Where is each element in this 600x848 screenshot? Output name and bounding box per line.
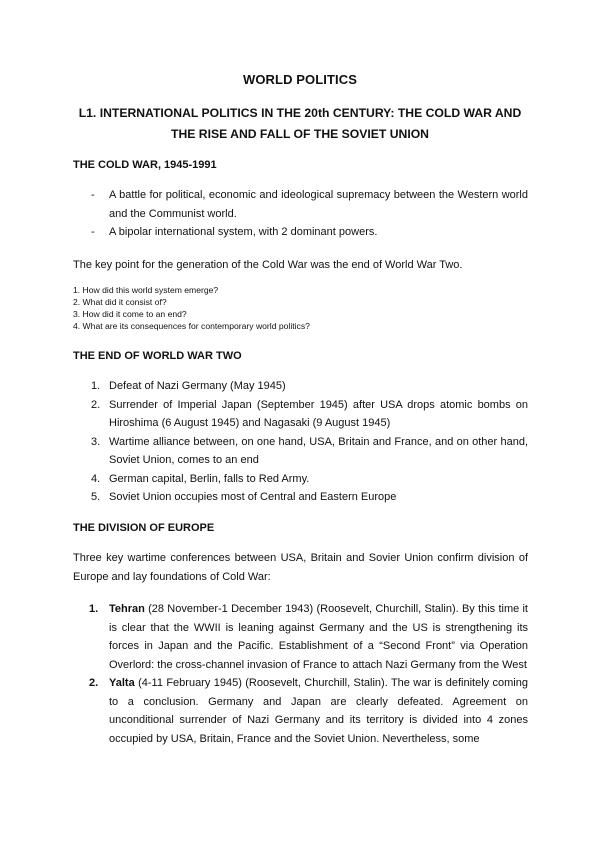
- list-number: 2.: [91, 398, 101, 411]
- list-item: [73, 377, 528, 396]
- list-item: [73, 600, 528, 674]
- list-number: 1.: [89, 603, 99, 615]
- list-item: [73, 396, 528, 433]
- lesson-title-line-1: L1. INTERNATIONAL POLITICS IN THE 20th CENTURY: THE COLD WAR AND: [78, 106, 522, 120]
- end-ww2-list: [73, 377, 528, 507]
- division-intro: Three key wartime conferences between USA, Britain and Sovier Union confirm division of Europe and lay foundations of Cold War:: [73, 552, 528, 583]
- conference-name: Yalta: [109, 677, 135, 689]
- list-item: [73, 470, 528, 489]
- list-text: (28 November-1 December 1943) (Roosevelt, Churchill, Stalin). By this time it is clear that the WWII is leaning against Germany and the US is strengthening its forces in Japan and the Pacific. Establishment of a “Second Front” via Operation Overlord: the cross-channel invasion of France to attach Nazi Germany from the West: [109, 603, 528, 671]
- end-ww2-heading: THE END OF WORLD WAR TWO: [73, 350, 242, 362]
- list-number: 1.: [91, 380, 101, 392]
- lesson-title: [60, 103, 540, 145]
- list-number: 5.: [91, 491, 101, 503]
- list-item: 1. How did this world system emerge?: [73, 285, 219, 295]
- list-item: [73, 433, 528, 470]
- list-number: 2.: [89, 677, 99, 689]
- list-item: 4. What are its consequences for contemporary world politics?: [73, 321, 310, 332]
- cold-war-bullets: [73, 186, 528, 242]
- list-item: 2. What did it consist of?: [73, 297, 167, 308]
- list-text: Soviet Union occupies most of Central and Eastern Europe: [109, 491, 397, 503]
- list-item: 3. How did it come to an end?: [73, 309, 187, 320]
- list-item: - A battle for political, economic and ideological supremacy between the Western world and the Communist world.: [73, 186, 528, 223]
- lesson-title-line-2: THE RISE AND FALL OF THE SOVIET UNION: [171, 127, 429, 141]
- list-text: German capital, Berlin, falls to Red Army.: [109, 472, 310, 485]
- conference-name: Tehran: [109, 603, 145, 615]
- list-number: 4.: [91, 472, 101, 485]
- list-text: Defeat of Nazi Germany (May 1945): [109, 380, 286, 392]
- key-point-paragraph: The key point for the generation of the Cold War was the end of World War Two.: [73, 259, 463, 271]
- list-item: [73, 674, 528, 748]
- list-text: Wartime alliance between, on one hand, USA, Britain and France, and on other hand, Soviet Union, comes to an end: [109, 435, 528, 466]
- list-number: 3.: [91, 435, 101, 448]
- division-heading: THE DIVISION OF EUROPE: [73, 522, 215, 534]
- list-text: Surrender of Imperial Japan (September 1945) after USA drops atomic bombs on Hiroshima (6 August 1945) and Nagasaki (9 August 1945): [109, 398, 528, 429]
- list-item: - A bipolar international system, with 2 dominant powers.: [73, 223, 528, 242]
- document-title: WORLD POLITICS: [242, 72, 358, 87]
- list-item: [73, 488, 528, 507]
- conferences-list: [73, 600, 528, 748]
- list-text: (4-11 February 1945) (Roosevelt, Churchill, Stalin). The war is definitely coming to a conclusion. Germany and Japan are clearly defeated. Agreement on unconditional surrender of Nazi Germany and its territory is divided into 4 zones occupied by USA, Britain, France and the Soviet Union. Nevertheless, some: [109, 677, 528, 745]
- cold-war-heading: THE COLD WAR, 1945-1991: [73, 159, 217, 171]
- questions-list: [73, 284, 528, 332]
